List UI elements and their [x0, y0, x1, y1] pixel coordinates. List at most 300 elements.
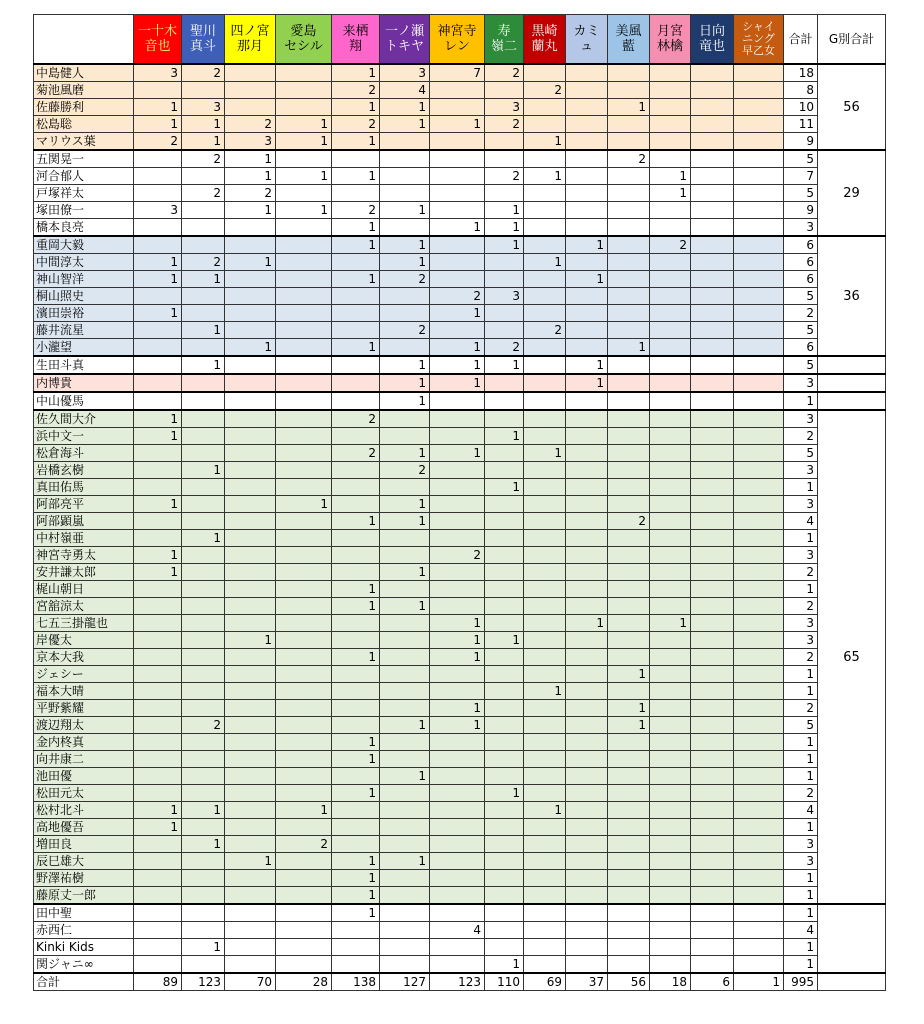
count-cell [734, 615, 784, 632]
count-cell [691, 185, 734, 202]
count-cell [566, 150, 608, 168]
count-cell: 1 [650, 185, 691, 202]
row-name: 中間淳太 [34, 254, 134, 271]
count-cell: 1 [134, 547, 182, 564]
count-cell [134, 479, 182, 496]
count-cell: 1 [182, 530, 225, 547]
count-cell [485, 445, 524, 462]
count-cell: 1 [380, 564, 430, 581]
count-cell: 1 [332, 219, 380, 237]
count-cell: 2 [430, 547, 485, 564]
row-name: 京本大我 [34, 649, 134, 666]
count-cell: 1 [225, 339, 276, 357]
count-cell [734, 236, 784, 254]
count-cell: 1 [134, 410, 182, 428]
column-total: 127 [380, 973, 430, 991]
count-cell [380, 887, 430, 905]
count-cell: 1 [430, 632, 485, 649]
count-cell [430, 904, 485, 922]
row-name: 岩橋玄樹 [34, 462, 134, 479]
row-name: 浜中文一 [34, 428, 134, 445]
count-cell: 1 [276, 133, 332, 151]
count-cell [225, 564, 276, 581]
count-cell: 3 [134, 202, 182, 219]
count-cell [276, 185, 332, 202]
count-cell [276, 819, 332, 836]
count-cell [650, 288, 691, 305]
table-row [34, 479, 886, 496]
count-cell [134, 82, 182, 99]
count-cell [134, 751, 182, 768]
count-cell [566, 479, 608, 496]
row-name: 宮舘涼太 [34, 598, 134, 615]
count-cell [566, 768, 608, 785]
count-cell [430, 819, 485, 836]
row-name: 渡辺翔太 [34, 717, 134, 734]
count-cell [566, 666, 608, 683]
count-cell [182, 374, 225, 392]
count-cell [734, 530, 784, 547]
row-name: 福本大晴 [34, 683, 134, 700]
count-cell [332, 496, 380, 513]
count-cell: 2 [524, 82, 566, 99]
count-cell [332, 683, 380, 700]
header-row [34, 15, 886, 65]
count-cell [276, 547, 332, 564]
count-cell [430, 82, 485, 99]
column-header [225, 15, 276, 65]
count-cell: 1 [225, 632, 276, 649]
count-cell [608, 236, 650, 254]
count-cell [691, 202, 734, 219]
column-header-line2: 真斗 [189, 39, 216, 54]
count-cell [650, 202, 691, 219]
count-cell: 1 [608, 99, 650, 116]
table-row [34, 374, 886, 392]
count-cell [608, 922, 650, 939]
count-cell: 1 [608, 339, 650, 357]
count-cell: 1 [225, 202, 276, 219]
row-name: 佐藤勝利 [34, 99, 134, 116]
count-cell [566, 202, 608, 219]
count-cell [691, 219, 734, 237]
table-row [34, 168, 886, 185]
table-row [34, 150, 886, 168]
count-cell: 2 [608, 150, 650, 168]
count-cell [566, 64, 608, 82]
row-name: 真田佑馬 [34, 479, 134, 496]
count-cell [566, 717, 608, 734]
count-cell [225, 374, 276, 392]
count-cell [650, 598, 691, 615]
count-cell [225, 547, 276, 564]
count-cell [225, 445, 276, 462]
count-cell [524, 836, 566, 853]
row-total: 3 [784, 836, 818, 853]
count-cell: 3 [182, 99, 225, 116]
count-cell [608, 564, 650, 581]
count-cell [566, 836, 608, 853]
column-header-line1: 黒崎 [531, 24, 558, 39]
count-cell [134, 853, 182, 870]
count-cell [182, 700, 225, 717]
table-row [34, 887, 886, 905]
row-total: 5 [784, 445, 818, 462]
count-cell: 2 [380, 271, 430, 288]
count-cell [182, 339, 225, 357]
footer-row [34, 973, 886, 991]
count-cell [225, 82, 276, 99]
count-cell [650, 82, 691, 99]
count-cell [691, 564, 734, 581]
count-cell: 2 [485, 64, 524, 82]
count-cell [276, 530, 332, 547]
count-cell [276, 887, 332, 905]
table-row [34, 445, 886, 462]
count-cell [524, 853, 566, 870]
count-cell: 2 [332, 116, 380, 133]
count-cell: 1 [380, 598, 430, 615]
count-cell [566, 445, 608, 462]
count-cell [524, 751, 566, 768]
row-name: 増田良 [34, 836, 134, 853]
name-header [34, 15, 134, 65]
count-cell [430, 939, 485, 956]
count-cell: 2 [380, 322, 430, 339]
row-name: マリウス葉 [34, 133, 134, 151]
table-row [34, 254, 886, 271]
count-cell [485, 374, 524, 392]
column-header-line2: 林檎 [656, 39, 683, 54]
count-cell [485, 768, 524, 785]
row-name: 小瀧望 [34, 339, 134, 357]
table-row [34, 649, 886, 666]
count-cell [650, 547, 691, 564]
count-cell [650, 356, 691, 374]
column-total: 28 [276, 973, 332, 991]
table-row [34, 819, 886, 836]
count-cell [485, 615, 524, 632]
count-cell [608, 219, 650, 237]
count-cell [566, 887, 608, 905]
table-row [34, 717, 886, 734]
row-total: 3 [784, 853, 818, 870]
count-cell [380, 683, 430, 700]
count-cell [650, 734, 691, 751]
count-cell [691, 819, 734, 836]
count-cell: 1 [524, 445, 566, 462]
count-cell [734, 785, 784, 802]
column-total: 56 [608, 973, 650, 991]
count-cell [134, 956, 182, 974]
count-cell [566, 116, 608, 133]
count-cell [182, 819, 225, 836]
count-cell: 1 [430, 305, 485, 322]
count-cell [734, 150, 784, 168]
column-header-line1: 神宮寺 [437, 24, 477, 39]
row-total: 8 [784, 82, 818, 99]
count-cell [332, 922, 380, 939]
count-cell [524, 547, 566, 564]
count-cell [182, 202, 225, 219]
count-cell: 1 [225, 168, 276, 185]
count-cell [524, 922, 566, 939]
column-header-line2: レン [444, 39, 470, 54]
count-cell [691, 802, 734, 819]
count-cell [276, 751, 332, 768]
count-cell [380, 150, 430, 168]
count-cell: 1 [608, 700, 650, 717]
count-cell [650, 479, 691, 496]
count-cell [332, 356, 380, 374]
count-cell [134, 288, 182, 305]
count-cell: 1 [332, 339, 380, 357]
row-total: 4 [784, 802, 818, 819]
count-cell [182, 904, 225, 922]
count-cell [734, 751, 784, 768]
count-cell [225, 496, 276, 513]
count-cell [734, 649, 784, 666]
row-name: ジェシー [34, 666, 134, 683]
row-name: 菊池風磨 [34, 82, 134, 99]
count-cell [734, 768, 784, 785]
count-cell: 7 [430, 64, 485, 82]
count-cell [134, 339, 182, 357]
count-cell [608, 356, 650, 374]
count-cell [225, 99, 276, 116]
column-header-line1: 愛島 [290, 24, 317, 39]
count-cell [332, 288, 380, 305]
count-cell [485, 581, 524, 598]
count-cell [524, 150, 566, 168]
count-cell [134, 700, 182, 717]
table-row [34, 683, 886, 700]
count-cell [734, 168, 784, 185]
count-cell: 1 [332, 870, 380, 887]
count-cell [734, 322, 784, 339]
count-cell [380, 819, 430, 836]
table-row [34, 666, 886, 683]
count-cell [134, 649, 182, 666]
table-row [34, 598, 886, 615]
table-row [34, 116, 886, 133]
count-cell [225, 700, 276, 717]
count-cell [430, 802, 485, 819]
count-cell [524, 632, 566, 649]
count-cell [380, 939, 430, 956]
row-name: 高地優吾 [34, 819, 134, 836]
count-cell [566, 530, 608, 547]
row-name: 松島聡 [34, 116, 134, 133]
count-cell [182, 236, 225, 254]
count-cell [734, 356, 784, 374]
count-cell [734, 564, 784, 581]
count-cell [134, 374, 182, 392]
count-cell [182, 392, 225, 410]
count-cell [524, 904, 566, 922]
count-cell [566, 410, 608, 428]
count-cell [608, 392, 650, 410]
row-name: 向井康二 [34, 751, 134, 768]
count-cell [430, 564, 485, 581]
count-cell [608, 496, 650, 513]
count-cell: 1 [608, 666, 650, 683]
count-cell [691, 392, 734, 410]
count-cell: 1 [485, 202, 524, 219]
column-header [380, 15, 430, 65]
count-cell [182, 683, 225, 700]
count-cell [380, 615, 430, 632]
row-total: 3 [784, 410, 818, 428]
column-header-line2: 那月 [236, 39, 263, 54]
row-total: 1 [784, 819, 818, 836]
count-cell [691, 513, 734, 530]
count-cell [182, 82, 225, 99]
count-cell [524, 734, 566, 751]
count-cell [734, 922, 784, 939]
count-cell [524, 666, 566, 683]
count-cell [276, 853, 332, 870]
count-cell [734, 939, 784, 956]
table-row [34, 496, 886, 513]
count-cell [566, 462, 608, 479]
count-cell [276, 683, 332, 700]
count-cell [430, 236, 485, 254]
row-name: 阿部顕嵐 [34, 513, 134, 530]
tally-table [33, 14, 886, 991]
group-sum [818, 374, 886, 392]
count-cell [608, 530, 650, 547]
count-cell: 1 [182, 836, 225, 853]
count-cell [485, 462, 524, 479]
count-cell [734, 428, 784, 445]
count-cell [485, 271, 524, 288]
count-cell [182, 288, 225, 305]
count-cell [566, 305, 608, 322]
column-total: 1 [734, 973, 784, 991]
row-total: 6 [784, 236, 818, 254]
count-cell: 3 [485, 288, 524, 305]
row-name: 安井謙太郎 [34, 564, 134, 581]
column-header [332, 15, 380, 65]
count-cell [225, 530, 276, 547]
column-header [691, 15, 734, 65]
count-cell [430, 410, 485, 428]
count-cell [524, 887, 566, 905]
count-cell [524, 785, 566, 802]
count-cell [430, 496, 485, 513]
count-cell [650, 305, 691, 322]
column-header-line2: 竜也 [698, 39, 725, 54]
total-header: 合計 [784, 15, 818, 65]
count-cell [134, 717, 182, 734]
count-cell [182, 496, 225, 513]
count-cell [650, 496, 691, 513]
count-cell: 1 [430, 219, 485, 237]
count-cell [691, 581, 734, 598]
count-cell [691, 356, 734, 374]
count-cell [734, 547, 784, 564]
count-cell [566, 939, 608, 956]
count-cell: 2 [524, 322, 566, 339]
count-cell: 1 [380, 768, 430, 785]
count-cell [225, 819, 276, 836]
count-cell [566, 392, 608, 410]
row-total: 1 [784, 683, 818, 700]
count-cell [691, 904, 734, 922]
count-cell [734, 410, 784, 428]
count-cell [524, 202, 566, 219]
count-cell [566, 683, 608, 700]
table-row [34, 64, 886, 82]
count-cell [566, 428, 608, 445]
count-cell [485, 254, 524, 271]
count-cell [734, 802, 784, 819]
table-row [34, 305, 886, 322]
count-cell [134, 836, 182, 853]
count-cell [225, 428, 276, 445]
count-cell [182, 615, 225, 632]
count-cell [566, 598, 608, 615]
count-cell [566, 82, 608, 99]
count-cell [134, 356, 182, 374]
count-cell [691, 939, 734, 956]
count-cell: 2 [332, 82, 380, 99]
count-cell [608, 322, 650, 339]
row-total: 1 [784, 870, 818, 887]
count-cell: 2 [485, 339, 524, 357]
count-cell [485, 547, 524, 564]
count-cell [650, 513, 691, 530]
count-cell: 3 [380, 64, 430, 82]
count-cell [276, 288, 332, 305]
count-cell [430, 202, 485, 219]
table-row [34, 922, 886, 939]
count-cell [608, 598, 650, 615]
count-cell [182, 734, 225, 751]
count-cell [430, 150, 485, 168]
count-cell [524, 598, 566, 615]
count-cell [566, 133, 608, 151]
count-cell: 1 [380, 374, 430, 392]
count-cell [650, 870, 691, 887]
count-cell [691, 322, 734, 339]
row-name: 松倉海斗 [34, 445, 134, 462]
table-row [34, 236, 886, 254]
column-header [134, 15, 182, 65]
row-name: 桐山照史 [34, 288, 134, 305]
count-cell: 1 [332, 99, 380, 116]
row-total: 18 [784, 64, 818, 82]
table-row [34, 956, 886, 974]
count-cell [608, 836, 650, 853]
column-header-line1: カミュ [573, 24, 600, 54]
count-cell [608, 768, 650, 785]
count-cell [134, 581, 182, 598]
count-cell [524, 236, 566, 254]
group-sum: 65 [818, 410, 886, 904]
count-cell [608, 133, 650, 151]
count-cell [485, 751, 524, 768]
count-cell [225, 219, 276, 237]
count-cell: 2 [225, 116, 276, 133]
count-cell [276, 734, 332, 751]
row-total: 2 [784, 305, 818, 322]
count-cell [134, 768, 182, 785]
count-cell [225, 802, 276, 819]
count-cell [380, 649, 430, 666]
count-cell: 1 [650, 615, 691, 632]
